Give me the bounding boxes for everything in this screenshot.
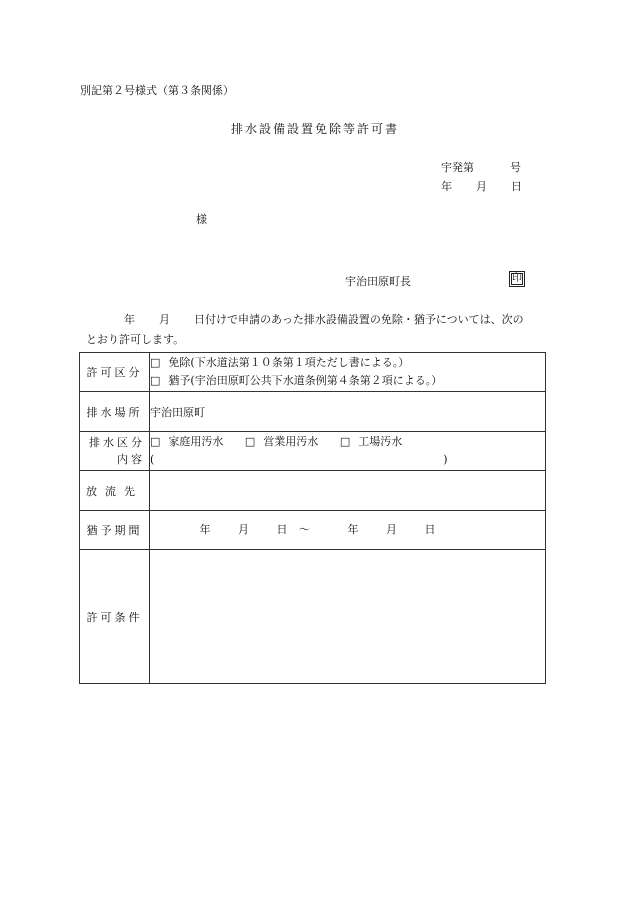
postponement-period-label: 猶予期間 (80, 511, 150, 550)
date-day: 日 (511, 180, 522, 193)
option-household-label: 家庭用汚水 (168, 435, 224, 448)
drainage-type-label: 排水区分 内容 (80, 432, 150, 471)
checkbox-business[interactable]: □ (244, 435, 256, 448)
number-suffix: 号 (510, 161, 521, 174)
body-text-line1: 年 月 日付けで申請のあった排水設備設置の免除・猶予については、次の (124, 313, 524, 326)
postponement-period-value: 年 月 日 〜 年 月 日 (150, 511, 546, 550)
document-number-row (441, 159, 521, 175)
permit-table (79, 352, 546, 684)
discharge-destination-label: 放流先 (80, 471, 150, 511)
option-postponement-label: 猶予(宇治田原町公共下水道条例第４条第２項による。） (168, 374, 443, 387)
row-discharge-destination (80, 471, 546, 511)
row-location (80, 392, 546, 432)
conditions-value[interactable] (150, 550, 546, 684)
row-permit-type (80, 353, 546, 392)
number-prefix: 宇発第 (441, 161, 474, 174)
date-year: 年 (441, 180, 452, 193)
content-paren-open: ( (150, 453, 155, 466)
option-exemption-label: 免除(下水道法第１０条第１項ただし書による。） (168, 356, 410, 369)
permit-type-options (150, 353, 546, 392)
issue-date-row (441, 178, 522, 194)
option-factory-label: 工場汚水 (358, 435, 403, 448)
conditions-label: 許可条件 (80, 550, 150, 684)
date-month: 月 (476, 180, 487, 193)
document-title: 排水設備設置免除等許可書 (230, 122, 399, 136)
row-conditions (80, 550, 546, 684)
checkbox-exemption[interactable]: □ (150, 356, 161, 369)
addressee-honorific: 様 (196, 213, 207, 226)
form-number: 別記第２号様式（第３条関係） (80, 84, 234, 97)
drainage-type-options (150, 432, 546, 471)
issuer-name: 宇治田原町長 (345, 275, 411, 288)
location-label: 排水場所 (80, 392, 150, 432)
content-paren-close: ) (443, 453, 448, 466)
seal-mark: 印 (509, 271, 525, 287)
permit-type-label: 許可区分 (80, 353, 150, 392)
row-drainage-type (80, 432, 546, 471)
period-tilde: 〜 (299, 523, 310, 536)
body-text-line2: とおり許可します。 (86, 333, 185, 346)
row-postponement-period (80, 511, 546, 550)
checkbox-household[interactable]: □ (150, 435, 161, 448)
checkbox-postponement[interactable]: □ (150, 374, 161, 387)
option-business-label: 営業用汚水 (263, 435, 319, 448)
discharge-destination-value[interactable] (150, 471, 546, 511)
location-value: 宇治田原町 (150, 392, 546, 432)
checkbox-factory[interactable]: □ (339, 435, 351, 448)
